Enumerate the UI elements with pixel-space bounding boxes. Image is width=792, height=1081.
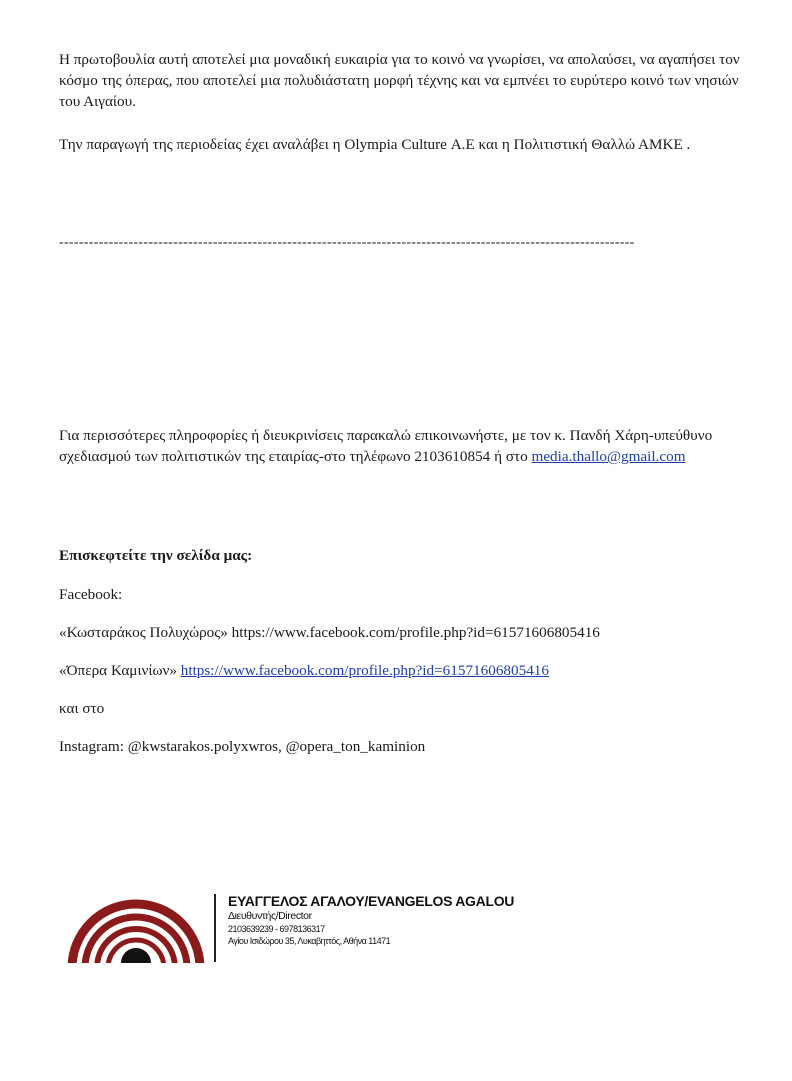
signature-title: Διευθυντής/Director <box>228 910 312 922</box>
dashed-separator: -------------------------------------------------------------------------------------------------------------------- <box>59 235 635 250</box>
facebook-page-2 <box>59 660 549 681</box>
and-on-text: και στο <box>59 700 105 717</box>
facebook-page-1 <box>59 622 600 643</box>
facebook-page-1-name: «Κωσταράκος Πολυχώρος» <box>59 624 232 641</box>
opera-arches-logo-icon <box>66 890 206 965</box>
contact-text: Για περισσότερες πληροφορίες ή διευκρινίσεις παρακαλώ επικοινωνήστε, με τον κ. Πανδή Χάρη-υπεύθυνο σχεδιασμού των πολιτιστικών της εταιρίας-στο τηλέφωνο 2103610854 ή στο <box>59 427 713 465</box>
email-signature <box>66 890 526 970</box>
facebook-label: Facebook: <box>59 586 123 603</box>
facebook-page-2-link[interactable]: https://www.facebook.com/profile.php?id=61571606805416 <box>180 662 549 679</box>
contact-paragraph <box>59 425 749 467</box>
signature-phones: 2103639239 - 6978136317 <box>228 923 325 934</box>
facebook-page-1-url: https://www.facebook.com/profile.php?id=61571606805416 <box>231 624 600 641</box>
production-paragraph: Την παραγωγή της περιοδείας έχει αναλάβει η Olympia Culture Α.Ε και η Πολιτιστική Θαλλώ ΑΜΚΕ . <box>59 136 691 153</box>
signature-name: ΕΥΑΓΓΕΛΟΣ ΑΓΑΛΟΥ/EVANGELOS AGALOU <box>228 893 515 909</box>
signature-details <box>228 892 514 947</box>
signature-divider <box>214 894 216 962</box>
facebook-page-2-name: «Όπερα Καμινίων» <box>59 662 181 679</box>
social-heading: Επισκεφτείτε την σελίδα μας: <box>59 547 253 564</box>
intro-paragraph: Η πρωτοβουλία αυτή αποτελεί μια μοναδική ευκαιρία για το κοινό να γνωρίσει, να απολαύσει, να αγαπήσει τον κόσμο της όπερας, που αποτελεί μια πολυδιάστατη μορφή τέχνης και να εμπνέει το ευρύτερο κοινό των νησιών του Αιγαίου. <box>59 51 740 110</box>
instagram-line: Instagram: @kwstarakos.polyxwros, @opera_ton_kaminion <box>59 738 426 755</box>
signature-address: Αγίου Ισιδώρου 35, Λυκαβηττός, Αθήνα 11471 <box>228 935 391 946</box>
contact-email-link[interactable]: media.thallo@gmail.com <box>531 448 686 465</box>
